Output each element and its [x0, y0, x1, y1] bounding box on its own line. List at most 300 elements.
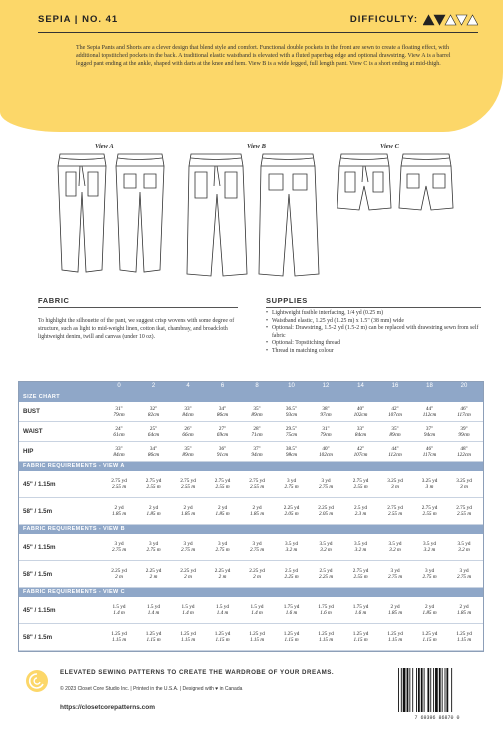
- cell-secondary: 3.2 m: [285, 547, 298, 554]
- table-cell: [449, 631, 479, 644]
- info-banner: [0, 0, 503, 132]
- barcode-number: 7 69396 86870 0: [414, 715, 460, 721]
- cell-primary: 35": [184, 445, 192, 452]
- cell-secondary: 2.75 m: [111, 547, 127, 554]
- cell-secondary: 1.85 m: [456, 610, 472, 617]
- cell-primary: 1.5 yd: [216, 604, 229, 610]
- size-label: 20: [460, 383, 468, 389]
- cell-secondary: 99cm: [458, 431, 470, 438]
- difficulty-triangle-icon: [423, 15, 434, 25]
- size-label: 6: [220, 383, 225, 389]
- cell-secondary: 3.2 m: [320, 547, 332, 554]
- cell-secondary: 112cm: [422, 411, 437, 418]
- table-cell: [277, 446, 307, 459]
- table-cell: [415, 406, 445, 419]
- cell-primary: 36.5": [285, 405, 298, 412]
- row-label: 58" / 1.5m: [23, 507, 53, 515]
- table-cell: [139, 426, 169, 439]
- row-label: BUST: [23, 408, 40, 415]
- table-cell: [277, 505, 307, 518]
- table-cell: [380, 568, 410, 581]
- cell-primary: 1.25 yd: [283, 631, 300, 637]
- cell-primary: 37": [253, 445, 261, 452]
- size-label: 2: [151, 383, 156, 389]
- cell-secondary: 89cm: [251, 411, 263, 418]
- cell-secondary: 86cm: [147, 451, 160, 458]
- table-cell: [242, 426, 272, 439]
- table-cell: [277, 541, 307, 554]
- size-label: 14: [357, 383, 364, 389]
- table-cell: [104, 426, 134, 439]
- cell-primary: 2.75 yd: [387, 505, 403, 511]
- table-cell: [208, 541, 238, 554]
- cell-secondary: 84cm: [354, 431, 367, 438]
- table-cell: [346, 478, 376, 491]
- cell-primary: 34": [149, 445, 158, 452]
- table-cell: [242, 446, 272, 459]
- cell-primary: 3 yd: [114, 541, 124, 547]
- cell-primary: 2.25 yd: [111, 568, 127, 574]
- table-cell: [346, 426, 376, 439]
- cell-secondary: 1.15 m: [180, 637, 196, 644]
- cell-secondary: 75cm: [285, 431, 298, 438]
- cell-primary: 2 yd: [459, 604, 469, 610]
- cell-primary: 2.25 yd: [283, 505, 300, 511]
- cell-secondary: 1.4 m: [251, 610, 263, 617]
- cell-primary: 48": [460, 445, 468, 452]
- fabric-heading: FABRIC: [38, 296, 70, 305]
- table-cell: [346, 446, 376, 459]
- cell-primary: 29.5": [285, 425, 298, 432]
- table-section-header: SIZE CHART: [19, 393, 483, 402]
- cell-secondary: 86cm: [216, 411, 229, 418]
- table-cell: [242, 541, 272, 554]
- difficulty-triangle-icon: [467, 15, 478, 25]
- cell-primary: 2.5 yd: [319, 568, 333, 574]
- cell-primary: 46": [460, 405, 468, 412]
- table-cell: [277, 478, 307, 491]
- table-row: [19, 422, 483, 442]
- table-cell: [277, 604, 307, 617]
- table-cell: [139, 446, 169, 459]
- table-cell: [346, 406, 376, 419]
- cell-secondary: 1.85 m: [215, 511, 230, 518]
- cell-secondary: 1.4 m: [147, 610, 160, 617]
- cell-secondary: 84cm: [182, 411, 194, 418]
- cell-primary: 42": [356, 445, 365, 452]
- cell-primary: 42": [391, 405, 399, 412]
- cell-secondary: 3 m: [391, 484, 399, 491]
- cell-secondary: 1.15 m: [387, 637, 403, 644]
- table-cell: [208, 568, 238, 581]
- cell-primary: 2 yd: [390, 604, 400, 610]
- brand-slogan: ELEVATED SEWING PATTERNS TO CREATE THE WARDROBE OF YOUR DREAMS.: [60, 669, 335, 676]
- table-cell: [380, 604, 410, 617]
- cell-primary: 3.25 yd: [387, 478, 403, 484]
- table-cell: [415, 505, 445, 518]
- table-cell: [449, 568, 479, 581]
- table-cell: [449, 478, 479, 491]
- cell-secondary: 2.55 m: [456, 511, 472, 518]
- cell-secondary: 2.25 m: [284, 574, 299, 581]
- table-cell: [415, 604, 445, 617]
- table-cell: [415, 631, 445, 644]
- cell-primary: 2 yd: [424, 604, 435, 610]
- cell-primary: 40": [322, 445, 330, 452]
- table-cell: [311, 406, 341, 419]
- table-cell: [242, 406, 272, 419]
- table-cell: [380, 631, 410, 644]
- table-section-header: FABRIC REQUIREMENTS - VIEW C: [19, 588, 483, 597]
- cell-primary: 34": [218, 405, 227, 412]
- cell-primary: 1.5 yd: [250, 604, 264, 610]
- cell-primary: 1.25 yd: [421, 631, 438, 637]
- cell-primary: 2.25 yd: [318, 505, 334, 511]
- table-cell: [139, 631, 169, 644]
- table-cell: [346, 631, 376, 644]
- view-c-label: View C: [380, 143, 399, 150]
- row-label: 45" / 1.15m: [23, 480, 56, 488]
- size-label: 0: [117, 383, 121, 389]
- cell-secondary: 3.2 m: [389, 547, 401, 554]
- cell-primary: 3 yd: [252, 541, 262, 547]
- cell-primary: 2 yd: [252, 505, 262, 511]
- table-cell: [380, 541, 410, 554]
- table-cell: [242, 505, 272, 518]
- supply-item: • Waistband elastic, 1.25 yd (1.25 m) x 1.5" (38 mm) wide: [266, 318, 481, 326]
- cell-secondary: 1.15 m: [146, 637, 161, 644]
- size-chart-table: [18, 381, 484, 652]
- table-cell: [104, 505, 134, 518]
- table-cell: [104, 604, 134, 617]
- cell-primary: 2.25 yd: [214, 568, 231, 574]
- cell-primary: 3 yd: [459, 568, 469, 574]
- difficulty-label: DIFFICULTY:: [349, 14, 418, 25]
- table-cell: [311, 505, 341, 518]
- view-b-pants-illustration: [185, 152, 325, 282]
- cell-secondary: 2.55 m: [353, 574, 368, 581]
- cell-secondary: 2.55 m: [146, 484, 161, 491]
- table-cell: [242, 478, 272, 491]
- table-cell: [173, 406, 203, 419]
- cell-primary: 1.25 yd: [318, 631, 334, 637]
- cell-secondary: 3.2 m: [423, 547, 436, 554]
- table-cell: [449, 505, 479, 518]
- cell-secondary: 2.75 m: [249, 547, 265, 554]
- cell-primary: 2.25 yd: [180, 568, 196, 574]
- supply-item: • Thread in matching colour: [266, 348, 481, 356]
- table-cell: [311, 631, 341, 644]
- cell-primary: 3.5 yd: [354, 541, 367, 547]
- cell-primary: 2.75 yd: [249, 478, 265, 484]
- difficulty-triangle-icon: [445, 15, 456, 25]
- table-cell: [277, 568, 307, 581]
- table-row: [19, 442, 483, 462]
- cell-primary: 38": [322, 405, 330, 412]
- cell-secondary: 1.6 m: [320, 610, 332, 617]
- cell-secondary: 1.6 m: [285, 610, 298, 617]
- cell-secondary: 2.05 m: [284, 511, 299, 518]
- table-cell: [415, 446, 445, 459]
- size-label: 4: [186, 383, 190, 389]
- cell-primary: 44": [391, 445, 399, 452]
- cell-secondary: 2.3 m: [354, 511, 367, 518]
- cell-primary: 2 yd: [114, 505, 124, 511]
- table-cell: [415, 541, 445, 554]
- table-cell: [277, 426, 307, 439]
- cell-secondary: 102cm: [353, 411, 368, 418]
- table-cell: [173, 426, 203, 439]
- cell-secondary: 1.15 m: [215, 637, 230, 644]
- cell-primary: 1.5 yd: [181, 604, 195, 610]
- copyright-line: © 2023 Closet Core Studio Inc. | Printed in the U.S.A. | Designed with ♥ in Canada: [60, 686, 243, 692]
- cell-primary: 33": [184, 405, 192, 412]
- cell-primary: 3 yd: [424, 568, 435, 574]
- cell-secondary: 2 m: [149, 574, 158, 581]
- table-row: [19, 534, 483, 561]
- cell-secondary: 2.75 m: [180, 547, 196, 554]
- cell-primary: 2 yd: [183, 505, 193, 511]
- table-row: [19, 471, 483, 498]
- cell-secondary: 2.75 m: [318, 484, 334, 491]
- cell-secondary: 64cm: [147, 431, 160, 438]
- table-cell: [104, 541, 134, 554]
- table-cell: [380, 406, 410, 419]
- cell-primary: 3.5 yd: [388, 541, 402, 547]
- table-cell: [380, 426, 410, 439]
- banner-divider: [38, 32, 478, 33]
- cell-secondary: 3 m: [425, 484, 434, 491]
- view-a-label: View A: [95, 143, 114, 150]
- cell-primary: 35": [253, 405, 261, 412]
- table-row: [19, 597, 483, 624]
- table-cell: [139, 568, 169, 581]
- cell-primary: 31": [115, 405, 123, 412]
- cell-primary: 3.5 yd: [285, 541, 298, 547]
- cell-primary: 2.75 yd: [111, 478, 127, 484]
- table-cell: [242, 604, 272, 617]
- cell-primary: 36": [218, 445, 227, 452]
- website-link[interactable]: https://closetcorepatterns.com: [60, 704, 155, 711]
- cell-secondary: 2 m: [184, 574, 192, 581]
- table-cell: [139, 505, 169, 518]
- cell-secondary: 117cm: [422, 451, 437, 458]
- cell-secondary: 1.6 m: [354, 610, 367, 617]
- cell-secondary: 79cm: [320, 431, 332, 438]
- size-label: 16: [391, 383, 399, 389]
- cell-primary: 3 yd: [183, 541, 193, 547]
- cell-secondary: 2.75 m: [387, 574, 403, 581]
- cell-secondary: 94cm: [251, 451, 263, 458]
- cell-primary: 3 yd: [390, 568, 400, 574]
- cell-secondary: 2.75 m: [456, 574, 472, 581]
- cell-primary: 2.75 yd: [214, 478, 231, 484]
- table-cell: [173, 631, 203, 644]
- cell-secondary: 2 m: [218, 574, 227, 581]
- banner-header: [38, 14, 478, 34]
- cell-primary: 44": [425, 405, 434, 412]
- cell-secondary: 3.2 m: [458, 547, 470, 554]
- cell-primary: 46": [425, 445, 434, 452]
- cell-primary: 31": [322, 425, 330, 432]
- fabric-divider: [38, 307, 238, 308]
- cell-secondary: 102cm: [319, 451, 333, 458]
- cell-secondary: 84cm: [113, 451, 125, 458]
- table-cell: [415, 478, 445, 491]
- cell-primary: 2.25 yd: [249, 568, 265, 574]
- table-cell: [139, 604, 169, 617]
- table-cell: [311, 478, 341, 491]
- table-row: [19, 402, 483, 422]
- cell-primary: 1.25 yd: [214, 631, 231, 637]
- cell-secondary: 2 m: [253, 574, 261, 581]
- cell-primary: 28": [253, 425, 261, 432]
- cell-secondary: 1.15 m: [284, 637, 299, 644]
- table-cell: [208, 604, 238, 617]
- cell-secondary: 89cm: [389, 431, 401, 438]
- cell-secondary: 2.75 m: [284, 484, 299, 491]
- cell-primary: 1.75 yd: [283, 604, 300, 610]
- cell-secondary: 1.85 m: [422, 610, 437, 617]
- cell-secondary: 1.15 m: [318, 637, 334, 644]
- table-cell: [346, 604, 376, 617]
- cell-secondary: 112cm: [388, 451, 402, 458]
- table-cell: [380, 505, 410, 518]
- cell-primary: 3.25 yd: [421, 478, 438, 484]
- row-label: 58" / 1.5m: [23, 633, 53, 641]
- table-cell: [346, 541, 376, 554]
- cell-primary: 32": [149, 405, 158, 412]
- cell-primary: 1.75 yd: [352, 604, 369, 610]
- cell-primary: 1.25 yd: [352, 631, 369, 637]
- cell-secondary: 2.55 m: [215, 484, 230, 491]
- table-cell: [242, 568, 272, 581]
- cell-primary: 3 yd: [321, 478, 331, 484]
- cell-primary: 38.5": [285, 445, 298, 452]
- cell-primary: 2.75 yd: [456, 505, 472, 511]
- cell-secondary: 2.75 m: [215, 547, 230, 554]
- cell-primary: 1.25 yd: [180, 631, 196, 637]
- table-cell: [104, 406, 134, 419]
- cell-secondary: 1.15 m: [422, 637, 437, 644]
- cell-primary: 33": [115, 445, 123, 452]
- cell-primary: 2.75 yd: [180, 478, 196, 484]
- table-cell: [104, 568, 134, 581]
- table-cell: [208, 446, 238, 459]
- table-row: [19, 498, 483, 525]
- table-cell: [311, 541, 341, 554]
- cell-secondary: 2.75 m: [422, 574, 437, 581]
- cell-primary: 37": [425, 425, 434, 432]
- cell-primary: 1.5 yd: [112, 604, 126, 610]
- table-cell: [139, 478, 169, 491]
- cell-primary: 3.5 yd: [319, 541, 333, 547]
- table-cell: [173, 446, 203, 459]
- cell-secondary: 2.25 m: [318, 574, 334, 581]
- cell-secondary: 2.55 m: [111, 484, 127, 491]
- cell-secondary: 1.85 m: [249, 511, 265, 518]
- table-cell: [380, 446, 410, 459]
- cell-primary: 2 yd: [148, 505, 159, 511]
- row-label: 45" / 1.15m: [23, 606, 56, 614]
- cell-primary: 2.75 yd: [352, 478, 369, 484]
- brand-logo-icon: [26, 670, 48, 692]
- cell-secondary: 2.75 m: [146, 547, 161, 554]
- table-cell: [449, 541, 479, 554]
- cell-primary: 1.25 yd: [249, 631, 265, 637]
- table-cell: [449, 604, 479, 617]
- table-cell: [277, 406, 307, 419]
- cell-secondary: 69cm: [216, 431, 229, 438]
- supplies-divider: [266, 307, 481, 308]
- cell-secondary: 2.55 m: [180, 484, 196, 491]
- cell-secondary: 1.85 m: [146, 511, 161, 518]
- table-section-header: FABRIC REQUIREMENTS - VIEW B: [19, 525, 483, 534]
- table-cell: [380, 478, 410, 491]
- cell-secondary: 93cm: [285, 411, 298, 418]
- cell-secondary: 1.85 m: [180, 511, 196, 518]
- cell-secondary: 2.55 m: [387, 511, 403, 518]
- table-cell: [104, 446, 134, 459]
- row-label: HIP: [23, 448, 34, 455]
- table-row: [19, 561, 483, 588]
- fabric-description: To highlight the silhouette of the pant, we suggest crisp wovens with some degree of structure, such as light to mid-weight linen, cotton ikat, chambray, and broadcloth lightweight denim, twill and canvas (under 10 oz).: [38, 318, 235, 340]
- row-label: 45" / 1.15m: [23, 543, 56, 551]
- cell-secondary: 79cm: [113, 411, 125, 418]
- table-cell: [449, 446, 479, 459]
- cell-primary: 2.75 yd: [145, 478, 162, 484]
- table-cell: [311, 568, 341, 581]
- view-c-shorts-illustration: [337, 152, 455, 216]
- table-cell: [208, 478, 238, 491]
- cell-secondary: 97cm: [320, 411, 332, 418]
- cell-secondary: 1.4 m: [182, 610, 194, 617]
- cell-secondary: 2.05 m: [318, 511, 334, 518]
- difficulty-triangle-icon: [456, 15, 467, 25]
- cell-secondary: 1.15 m: [353, 637, 368, 644]
- table-cell: [173, 505, 203, 518]
- cell-primary: 3.5 yd: [457, 541, 471, 547]
- cell-primary: 3.5 yd: [423, 541, 436, 547]
- cell-primary: 1.25 yd: [456, 631, 472, 637]
- cell-secondary: 2.55 m: [249, 484, 265, 491]
- cell-primary: 39": [460, 425, 468, 432]
- cell-primary: 2 yd: [217, 505, 228, 511]
- cell-secondary: 1.4 m: [113, 610, 125, 617]
- size-label: 8: [255, 383, 259, 389]
- table-cell: [242, 631, 272, 644]
- supplies-list: [266, 310, 481, 356]
- cell-secondary: 1.15 m: [249, 637, 265, 644]
- cell-secondary: 89cm: [182, 451, 194, 458]
- cell-secondary: 3 m: [460, 484, 468, 491]
- cell-primary: 2.5 yd: [354, 505, 367, 511]
- cell-primary: 1.25 yd: [145, 631, 162, 637]
- cell-primary: 25": [149, 425, 158, 432]
- pattern-title: SEPIA | NO. 41: [38, 14, 119, 25]
- cell-primary: 3 yd: [286, 478, 297, 484]
- cell-primary: 3 yd: [217, 541, 228, 547]
- cell-secondary: 1.85 m: [387, 610, 403, 617]
- table-cell: [311, 426, 341, 439]
- table-cell: [449, 426, 479, 439]
- row-label: WAIST: [23, 428, 43, 435]
- cell-secondary: 3.2 m: [354, 547, 367, 554]
- cell-primary: 24": [115, 425, 123, 432]
- cell-secondary: 1.15 m: [111, 637, 127, 644]
- cell-primary: 33": [356, 425, 365, 432]
- cell-primary: 40": [356, 405, 365, 412]
